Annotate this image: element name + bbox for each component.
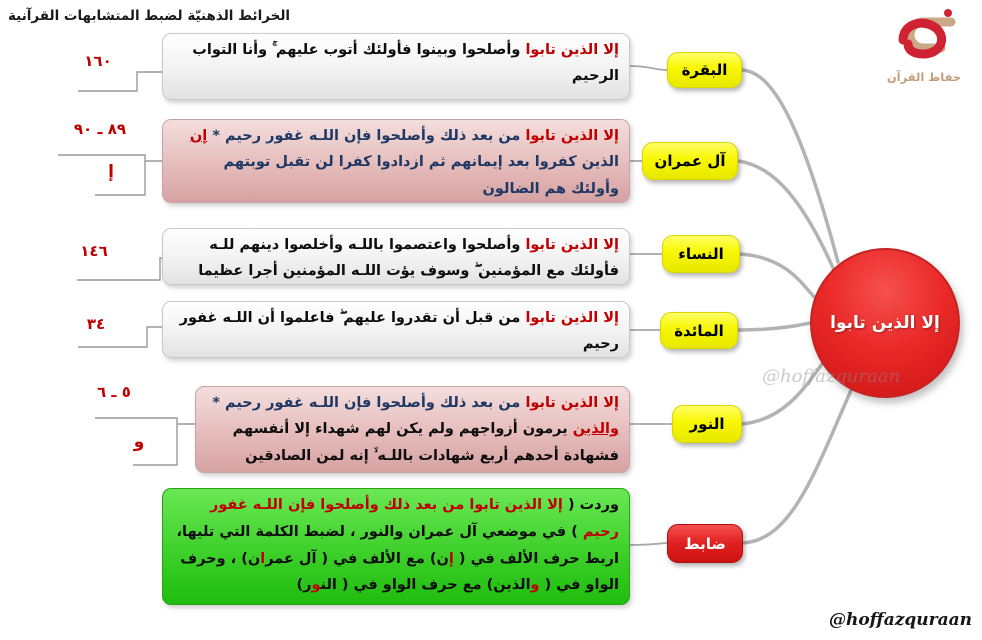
node-maidah[interactable]: المائدة [660,312,738,349]
verse-box-nur [195,386,630,473]
verse-segment: و [311,577,321,594]
verse-segment: إلا الذين تابوا [520,310,619,326]
verse-segment: وأصلحوا وبينوا فأولئك أتوب عليهم ۚ وأنا التواب الرحيم [187,42,619,85]
verse-box-baqarah [162,33,630,100]
verse-segment: من بعد ذلك وأصلحوا فإن اللـه غفور رحيم * [207,128,521,144]
node-nur[interactable]: النور [672,405,742,443]
verse-box-maidah [162,301,630,358]
verse-segment: إلا الذين تابوا [520,128,619,144]
ref-maidah-34: ٣٤ [86,315,106,333]
verse-box-al-imran [162,119,630,203]
verse-segment: الذين كفروا بعد إيمانهم ثم ازدادوا كفرا لن تقبل توبتهم وأولئك هم الضالون [184,128,619,197]
ref-nur-5-6: ٥ ـ ٦ [97,383,131,401]
page-title: الخرائط الذهنيّة لضبط المتشابهات القرآنية [8,8,291,24]
logo-text: حفاظ القرآن [886,70,962,84]
verse-segment: إلا الذين تابوا [520,42,619,58]
node-dabit[interactable]: ضابط [667,524,743,563]
verse-segment: من قبل أن تقدروا عليهم ۖ فاعلموا أن اللـه غفور رحيم [174,310,619,353]
ref-al-imran-89-90: ٨٩ ـ ٩٠ [73,120,127,138]
ref-letter-waw: و [133,432,145,452]
verse-segment: ) في موضعي آل عمران والنور ، لضبط الكلمة التي تليها، اربط حرف الألف في ( [171,523,619,567]
node-baqarah[interactable]: البقرة [667,52,742,88]
verse-segment: والذين [572,421,619,438]
verse-box-nisa [162,228,630,285]
hoffaz-quraan-logo-icon [885,6,963,68]
verse-segment: إلا الذين تابوا من بعد ذلك وأصلحوا فإن اللـه غفور رحيم [204,497,619,540]
verse-segment: و [530,577,540,594]
watermark-bottom: @hoffazquraan [828,610,972,630]
verse-segment: وأصلحوا واعتصموا باللـه وأخلصوا دينهم للـه فأولئك مع المؤمنين ۖ وسوف يؤت اللـه المؤمنين أجرا عظيما [198,237,619,280]
verse-box-dabit [162,488,630,605]
verse-segment: إلا الذين تابوا [520,237,619,253]
logo [878,6,970,84]
verse-segment: إن [189,128,208,144]
verse-segment: ن) مع الألف في ( آل عمر [265,550,449,567]
verse-segment: ن) ، وحرف الواو في ( [175,550,619,594]
verse-segment: وردت ( [562,497,619,513]
verse-segment: إ [448,550,454,567]
verse-segment: إلا الذين تابوا [520,395,619,411]
verse-segment: ا [260,550,266,567]
center-topic-node[interactable]: إلا الذين تابوا [810,248,960,398]
verse-segment: الذين) مع حرف الواو في ( الن [320,577,531,594]
ref-baqarah-160: ١٦٠ [84,52,112,70]
verse-segment: من بعد ذلك وأصلحوا فإن اللـه غفور رحيم * [207,395,521,411]
ref-nisa-146: ١٤٦ [80,242,108,260]
ref-letter-alef: إ [108,162,114,182]
node-al-imran[interactable]: آل عمران [642,142,738,180]
node-nisa[interactable]: النساء [662,235,740,273]
verse-segment: ر) [296,577,312,594]
watermark-faint: @hoffazquraan [762,366,901,387]
verse-segment: يرمون أزواجهم ولم يكن لهم شهداء إلا أنفسهم فشهادة أحدهم أربع شهادات باللـه ۙ إنه لمن الصادقين [227,421,619,464]
